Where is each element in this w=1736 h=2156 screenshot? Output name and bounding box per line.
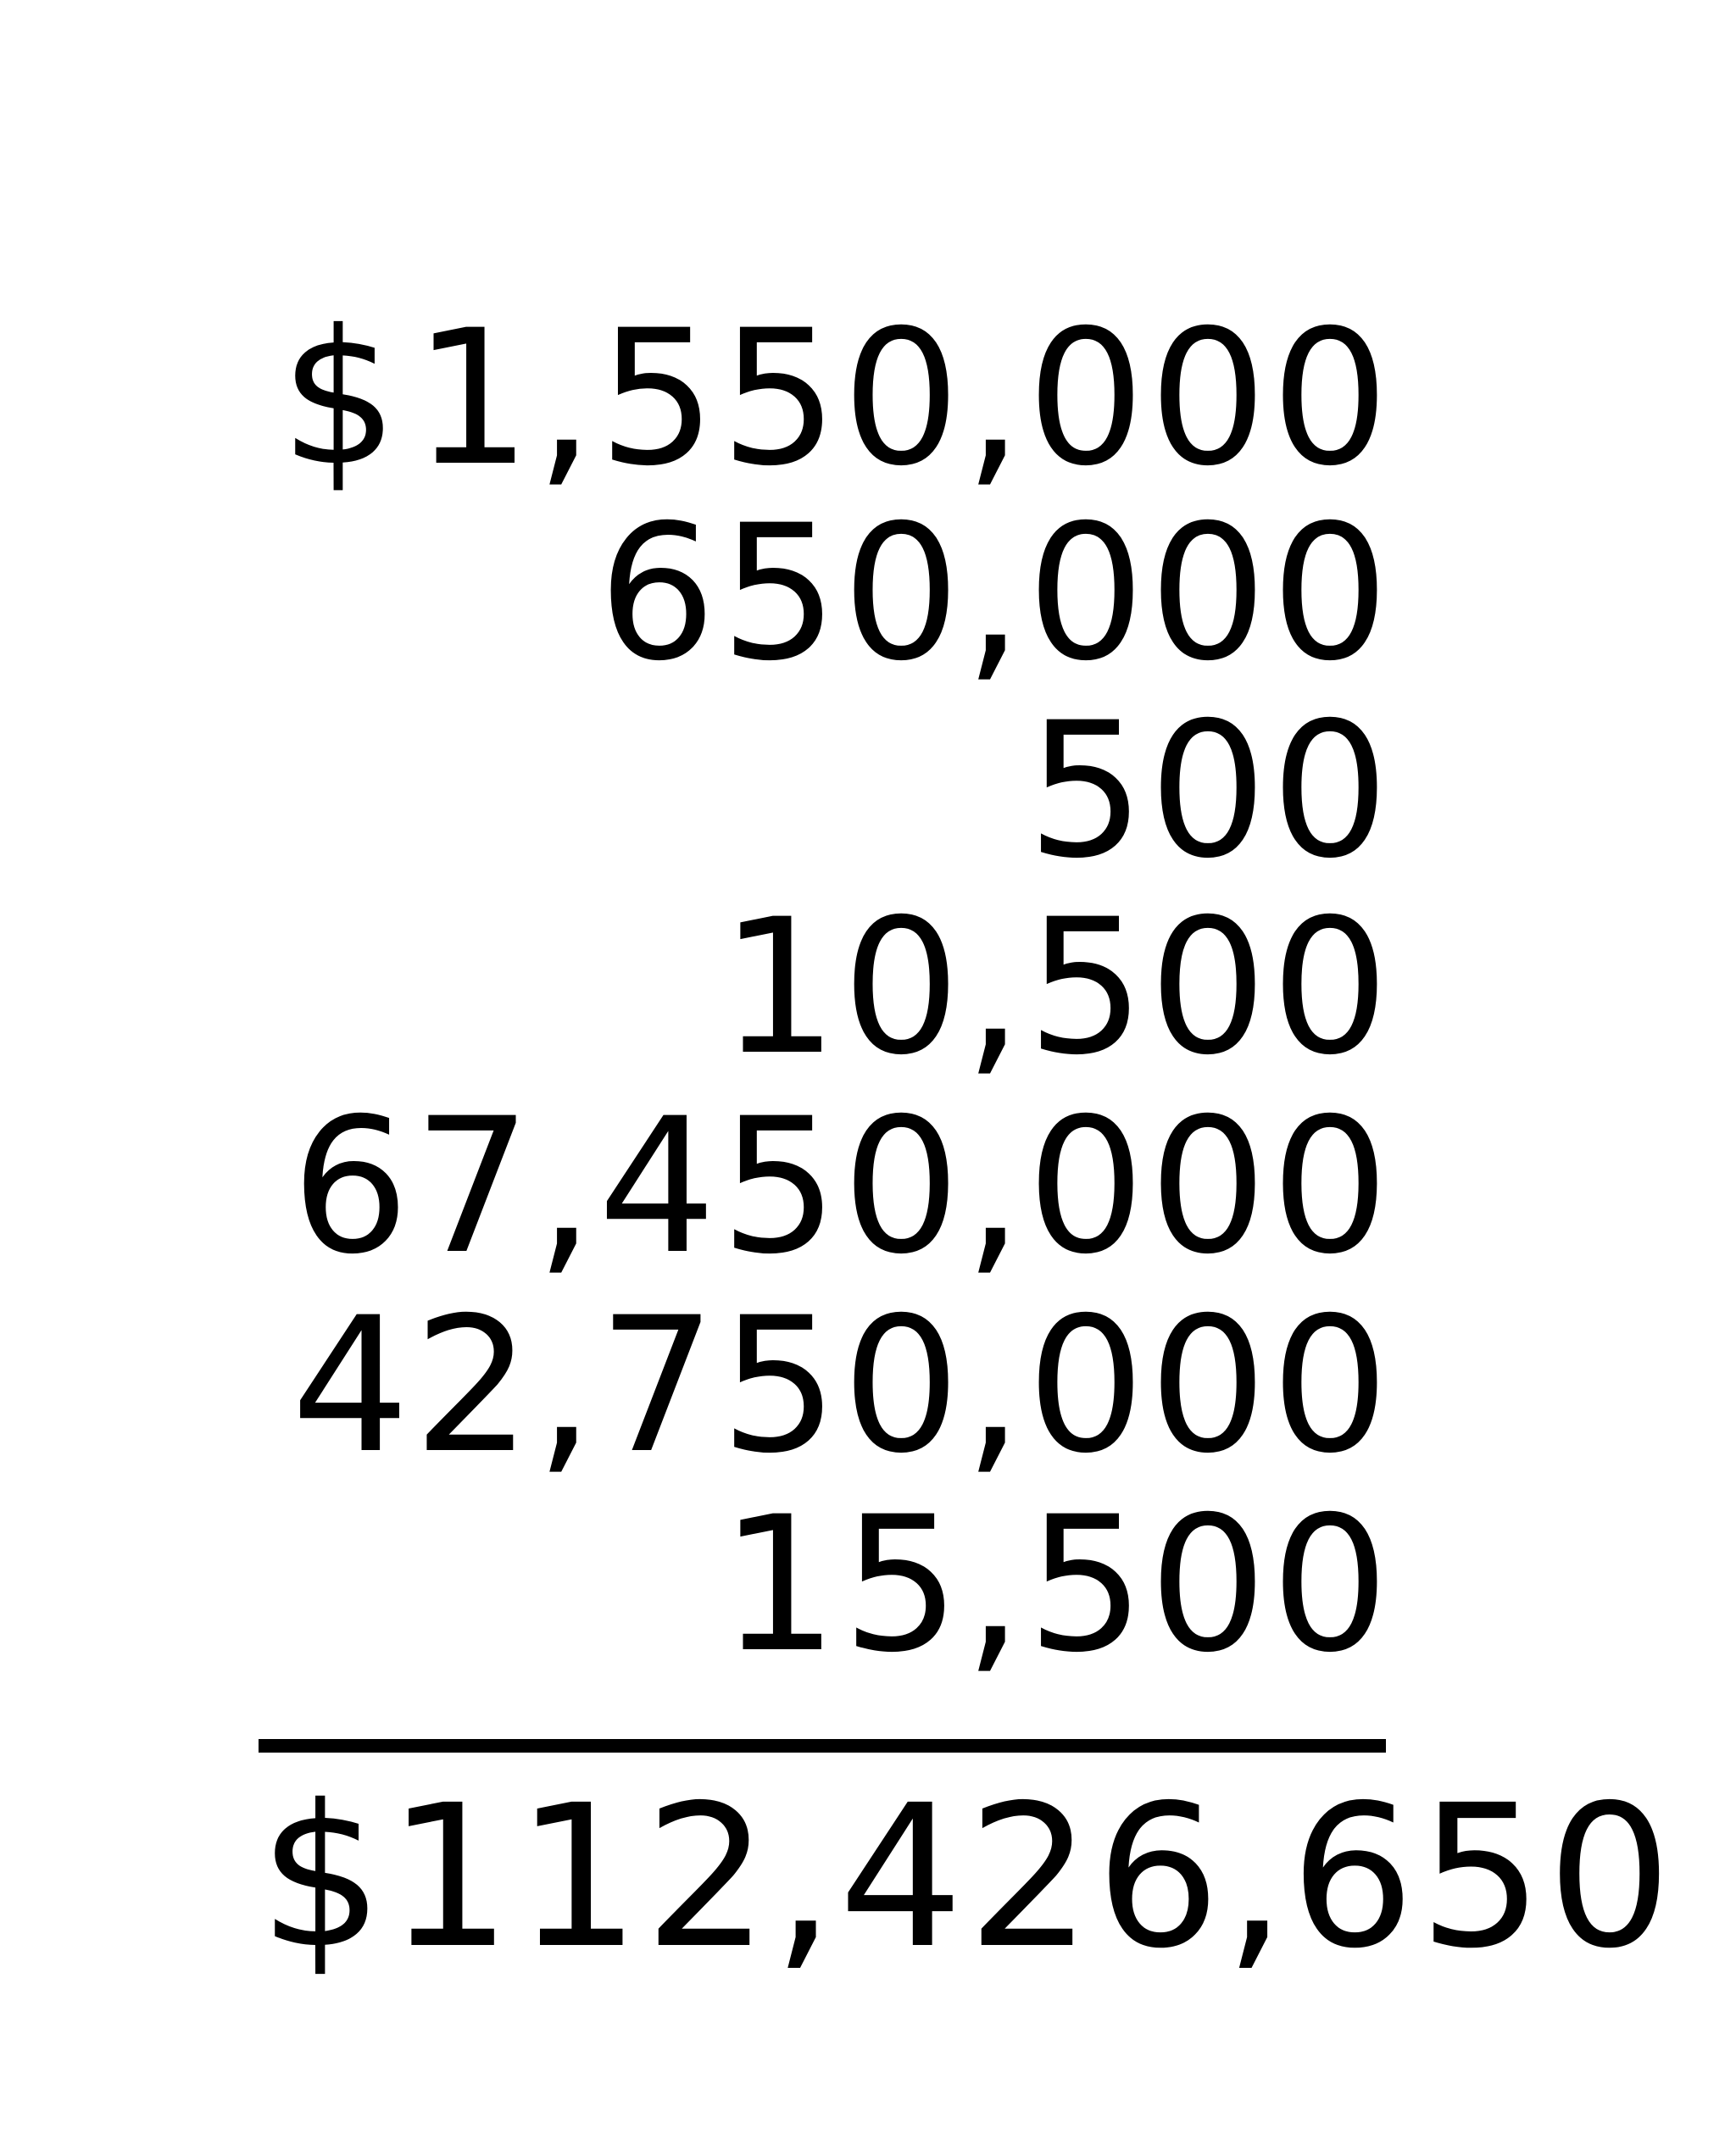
total-amount: $112,426,650 (259, 1763, 1676, 1992)
amount-line-2: 650,000 (598, 485, 1393, 702)
amount-line-4: 10,500 (720, 879, 1393, 1096)
total-rule (259, 1739, 1386, 1753)
amount-line-7: 15,500 (720, 1476, 1393, 1693)
amount-line-5: 67,450,000 (291, 1078, 1393, 1295)
currency-symbol: $ (280, 290, 402, 507)
amount-line-3: 500 (1027, 682, 1393, 899)
amount-line-1: 1,550,000 (413, 290, 1393, 507)
amount-line-6: 42,750,000 (291, 1277, 1393, 1494)
